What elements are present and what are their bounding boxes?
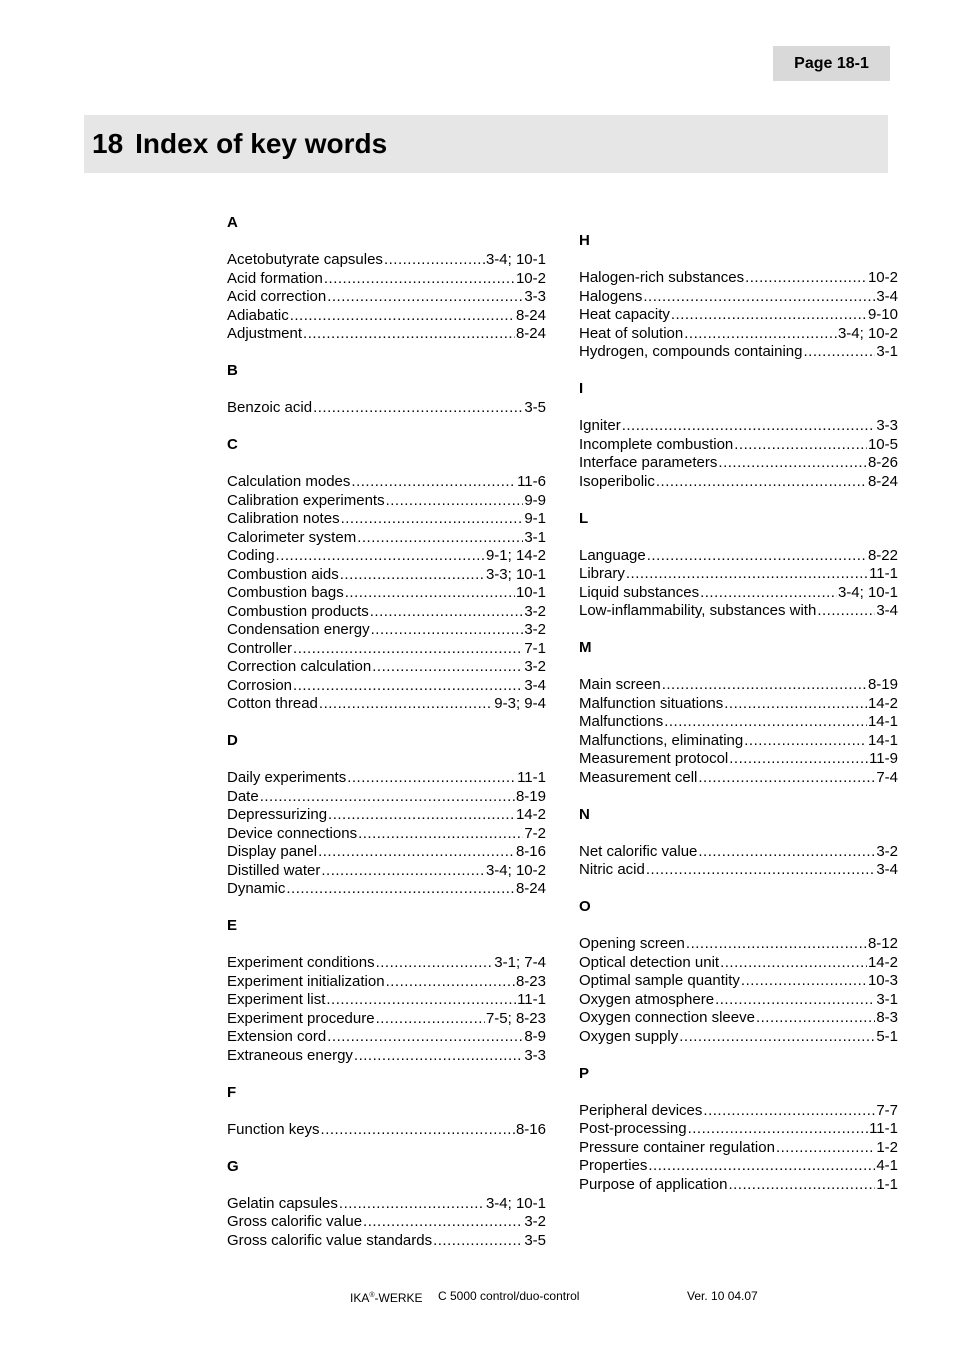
index-page-ref: 3-4; 10-2	[485, 861, 546, 879]
section-letter-m: M	[579, 639, 592, 656]
index-term: Experiment list	[227, 991, 326, 1008]
index-term: Calibration notes	[227, 510, 340, 527]
index-page-ref: 3-3	[524, 288, 546, 305]
index-page-ref: 8-26	[867, 454, 898, 471]
index-page-ref: 8-16	[515, 1120, 546, 1138]
index-entry	[227, 251, 546, 269]
index-page-ref: 14-2	[515, 806, 546, 823]
index-term: Display panel	[227, 843, 318, 860]
dot-leader	[671, 306, 867, 324]
index-entry	[579, 935, 898, 953]
index-entry	[227, 288, 546, 306]
index-entry	[227, 880, 546, 898]
page-footer	[0, 1288, 954, 1304]
index-page-ref: 3-5	[524, 1231, 546, 1249]
index-entry	[227, 640, 546, 658]
index-term: Experiment initialization	[227, 972, 385, 990]
index-term: Language	[579, 546, 646, 564]
index-page-ref: 3-4; 10-1	[837, 583, 898, 601]
dot-leader	[703, 1102, 875, 1120]
dot-leader	[622, 417, 876, 435]
index-entry	[227, 1010, 546, 1028]
index-entry	[227, 492, 546, 510]
index-page-ref: 3-1	[876, 343, 898, 360]
index-term: Controller	[227, 639, 293, 657]
index-term: Malfunctions, eliminating	[579, 731, 744, 749]
index-term: Combustion bags	[227, 584, 344, 601]
index-term: Oxygen supply	[579, 1027, 679, 1045]
index-term: Interface parameters	[579, 454, 718, 471]
index-page-ref: 3-4	[876, 287, 898, 305]
chapter-header	[84, 115, 888, 173]
dot-leader	[698, 843, 875, 861]
index-entry	[579, 713, 898, 731]
index-entry	[227, 510, 546, 528]
dot-leader	[700, 584, 837, 602]
section-letter-o: O	[579, 898, 591, 915]
index-page-ref: 7-4	[876, 768, 898, 786]
index-term: Calculation modes	[227, 473, 351, 490]
index-term: Gelatin capsules	[227, 1194, 338, 1212]
index-term: Acetobutyrate capsules	[227, 251, 383, 268]
section-letter-p: P	[579, 1064, 590, 1082]
index-entry	[227, 769, 546, 787]
dot-leader	[372, 658, 523, 676]
dot-leader	[646, 861, 875, 879]
index-page-ref: 9-1	[524, 510, 546, 527]
index-term: Calibration experiments	[227, 491, 385, 509]
index-page-ref: 9-9	[524, 491, 546, 509]
section-letter-d: D	[227, 732, 238, 749]
index-term: Measurement protocol	[579, 750, 729, 767]
index-term: Low-inflammability, substances with	[579, 602, 817, 619]
index-page-ref: 8-9	[524, 1028, 546, 1045]
index-term: Measurement cell	[579, 768, 698, 786]
index-term: Cotton thread	[227, 695, 318, 712]
index-entry	[579, 547, 898, 565]
index-term: Extension cord	[227, 1028, 327, 1045]
dot-leader	[357, 529, 523, 547]
dot-leader	[354, 1047, 523, 1065]
chapter-number: 18	[92, 128, 124, 159]
dot-leader	[745, 269, 867, 287]
section-letter-l: L	[579, 509, 589, 527]
dot-leader	[363, 1213, 523, 1231]
index-term: Corrosion	[227, 676, 293, 694]
index-term: Nitric acid	[579, 861, 645, 878]
index-term: Incomplete combustion	[579, 435, 734, 453]
section-letter-b: B	[227, 362, 238, 379]
index-page-ref: 5-1	[876, 1027, 898, 1045]
footer-model: C 5000 control/duo-control	[438, 1289, 580, 1303]
index-page-ref: 11-9	[869, 750, 898, 767]
index-term: Heat of solution	[579, 324, 684, 342]
index-entry	[227, 991, 546, 1009]
index-term: Acid correction	[227, 288, 327, 305]
index-term: Condensation energy	[227, 621, 370, 638]
index-page-ref: 11-1	[869, 565, 898, 582]
dot-leader	[648, 1157, 875, 1175]
index-term: Combustion products	[227, 602, 369, 620]
index-entry	[579, 1028, 898, 1046]
index-entry	[227, 603, 546, 621]
index-term: Adjustment	[227, 325, 303, 342]
footer-manufacturer: IKA®-WERKE	[350, 1291, 423, 1305]
index-entry	[227, 806, 546, 824]
dot-leader	[744, 732, 867, 750]
index-page-ref: 14-1	[867, 713, 898, 730]
dot-leader	[376, 1010, 485, 1028]
chapter-title	[92, 128, 387, 160]
index-entry	[579, 1176, 898, 1194]
section-letter-a: A	[227, 214, 238, 231]
index-term: Malfunction situations	[579, 694, 724, 712]
index-entry	[227, 973, 546, 991]
index-page-ref: 1-2	[876, 1138, 898, 1156]
index-page-ref: 8-24	[515, 306, 546, 324]
index-term: Net calorific value	[579, 842, 698, 860]
index-page-ref: 8-23	[515, 972, 546, 990]
index-term: Post-processing	[579, 1120, 687, 1137]
index-entry	[227, 1028, 546, 1046]
index-term: Acid formation	[227, 269, 323, 287]
index-term: Benzoic acid	[227, 399, 313, 416]
registered-mark: ®	[369, 1292, 375, 1299]
dot-leader	[293, 677, 523, 695]
dot-leader	[321, 1121, 515, 1139]
index-entry	[579, 991, 898, 1009]
index-page-ref: 11-1	[869, 1120, 898, 1137]
dot-leader	[339, 1195, 485, 1213]
index-entry	[227, 270, 546, 288]
index-term: Function keys	[227, 1120, 320, 1138]
index-page-ref: 11-6	[517, 473, 546, 490]
dot-leader	[817, 602, 875, 620]
dot-leader	[358, 825, 523, 843]
footer-version: Ver. 10 04.07	[687, 1289, 758, 1303]
index-page-ref: 11-1	[517, 991, 546, 1008]
index-entry	[579, 306, 898, 324]
dot-leader	[340, 566, 485, 584]
index-term: Library	[579, 565, 625, 582]
index-term: Igniter	[579, 417, 621, 434]
index-entry	[579, 1102, 898, 1120]
index-term: Calorimeter system	[227, 528, 357, 546]
dot-leader	[776, 1139, 875, 1157]
section-letter-n: N	[579, 805, 590, 823]
index-entry	[227, 547, 546, 565]
index-page-ref: 3-2	[524, 1213, 546, 1230]
index-page-ref: 7-5; 8-23	[485, 1009, 546, 1027]
index-entry	[579, 436, 898, 454]
dot-leader	[384, 251, 485, 269]
index-term: Coding	[227, 547, 275, 564]
index-term: Malfunctions	[579, 713, 664, 730]
index-term: Adiabatic	[227, 306, 289, 324]
index-page-ref: 3-3	[524, 1046, 546, 1064]
dot-leader	[720, 954, 867, 972]
index-entry	[579, 565, 898, 583]
index-page-ref: 3-5	[524, 399, 546, 416]
dot-leader	[345, 584, 515, 602]
index-entry	[227, 1213, 546, 1231]
index-term: Opening screen	[579, 935, 685, 952]
dot-leader	[626, 565, 868, 583]
dot-leader	[376, 954, 494, 972]
index-page-ref: 3-2	[524, 658, 546, 675]
index-term: Liquid substances	[579, 583, 700, 601]
index-page-ref: 10-5	[867, 435, 898, 453]
index-page-ref: 9-10	[867, 306, 898, 323]
index-page-ref: 9-1; 14-2	[485, 547, 546, 564]
index-entry	[579, 972, 898, 990]
dot-leader	[724, 695, 867, 713]
index-page-ref: 10-1	[515, 584, 546, 601]
page-number-badge	[773, 46, 890, 81]
dot-leader	[290, 307, 515, 325]
chapter-title-text: Index of key words	[135, 128, 388, 159]
index-page-ref: 10-2	[867, 269, 898, 286]
index-entry	[579, 473, 898, 491]
dot-leader	[321, 862, 485, 880]
index-term: Pressure container regulation	[579, 1138, 775, 1156]
dot-leader	[647, 547, 867, 565]
index-entry	[579, 325, 898, 343]
index-term: Optimal sample quantity	[579, 972, 740, 989]
index-page-ref: 8-19	[515, 787, 546, 805]
index-entry	[579, 1009, 898, 1027]
index-entry	[579, 750, 898, 768]
index-page-ref: 10-2	[515, 269, 546, 287]
dot-leader	[326, 991, 516, 1009]
index-entry	[227, 1232, 546, 1250]
index-entry	[579, 843, 898, 861]
index-term: Oxygen connection sleeve	[579, 1009, 755, 1026]
index-entry	[579, 676, 898, 694]
index-page-ref: 3-4	[876, 602, 898, 619]
index-entry	[579, 861, 898, 879]
dot-leader	[756, 1009, 875, 1027]
dot-leader	[293, 640, 523, 658]
index-entry	[227, 1195, 546, 1213]
index-entry	[227, 843, 546, 861]
section-letter-f: F	[227, 1083, 237, 1101]
index-page-ref: 9-3; 9-4	[494, 695, 546, 712]
index-page-ref: 3-2	[876, 842, 898, 860]
index-term: Dynamic	[227, 880, 286, 897]
index-entry	[579, 454, 898, 472]
dot-leader	[729, 750, 868, 768]
dot-leader	[386, 492, 524, 510]
index-page-ref: 3-4	[524, 676, 546, 694]
index-page-ref: 14-1	[867, 731, 898, 749]
dot-leader	[688, 1120, 869, 1138]
index-page-ref: 7-1	[524, 639, 546, 657]
section-letter-h: H	[579, 232, 590, 249]
dot-leader	[341, 510, 524, 528]
index-term: Extraneous energy	[227, 1046, 353, 1064]
section-letter-e: E	[227, 917, 238, 934]
dot-leader	[698, 769, 875, 787]
index-page-ref: 1-1	[876, 1175, 898, 1193]
index-entry	[227, 1047, 546, 1065]
index-entry	[579, 584, 898, 602]
dot-leader	[662, 676, 867, 694]
index-entry	[579, 732, 898, 750]
index-term: Halogens	[579, 287, 643, 305]
dot-leader	[734, 436, 867, 454]
dot-leader	[276, 547, 485, 565]
index-page-ref: 8-19	[867, 676, 898, 693]
index-term: Heat capacity	[579, 306, 670, 323]
index-page-ref: 3-4; 10-1	[485, 251, 546, 268]
dot-leader	[433, 1232, 523, 1250]
index-entry	[579, 769, 898, 787]
index-page-ref: 14-2	[867, 694, 898, 712]
index-page-ref: 8-3	[876, 1009, 898, 1026]
dot-leader	[313, 399, 523, 417]
index-page-ref: 3-1	[524, 528, 546, 546]
index-page-ref: 3-4; 10-2	[837, 324, 898, 342]
dot-leader	[260, 788, 515, 806]
index-term: Gross calorific value standards	[227, 1231, 433, 1249]
index-term: Gross calorific value	[227, 1213, 363, 1230]
dot-leader	[303, 325, 515, 343]
index-page-ref: 8-24	[867, 472, 898, 490]
dot-leader	[684, 325, 837, 343]
index-entry	[579, 343, 898, 361]
index-entry	[579, 602, 898, 620]
dot-leader	[371, 621, 524, 639]
index-page-ref: 14-2	[867, 953, 898, 971]
dot-leader	[643, 288, 875, 306]
dot-leader	[327, 288, 523, 306]
index-term: Experiment conditions	[227, 954, 375, 971]
index-page-ref: 8-22	[867, 546, 898, 564]
index-entry	[227, 473, 546, 491]
dot-leader	[327, 1028, 523, 1046]
dot-leader	[319, 695, 493, 713]
dot-leader	[347, 769, 516, 787]
index-entry	[227, 1121, 546, 1139]
dot-leader	[803, 343, 875, 361]
dot-leader	[664, 713, 867, 731]
index-term: Daily experiments	[227, 769, 347, 786]
dot-leader	[741, 972, 867, 990]
section-letter-g: G	[227, 1157, 239, 1175]
index-page-ref: 11-1	[517, 769, 546, 786]
dot-leader	[715, 991, 875, 1009]
dot-leader	[386, 973, 515, 991]
index-entry	[579, 695, 898, 713]
index-term: Purpose of application	[579, 1175, 728, 1193]
index-page-ref: 3-3	[876, 417, 898, 434]
index-entry	[579, 1139, 898, 1157]
index-entry	[227, 954, 546, 972]
dot-leader	[728, 1176, 875, 1194]
index-term: Halogen-rich substances	[579, 269, 745, 286]
dot-leader	[324, 270, 515, 288]
index-term: Oxygen atmosphere	[579, 990, 715, 1008]
index-entry	[227, 325, 546, 343]
index-entry	[227, 788, 546, 806]
index-page-ref: 3-4; 10-1	[485, 1194, 546, 1212]
index-page-ref: 7-7	[876, 1101, 898, 1119]
index-entry	[227, 677, 546, 695]
dot-leader	[370, 603, 524, 621]
index-term: Combustion aids	[227, 565, 339, 583]
index-entry	[579, 269, 898, 287]
dot-leader	[679, 1028, 875, 1046]
index-term: Optical detection unit	[579, 953, 720, 971]
index-entry	[227, 307, 546, 325]
index-entry	[579, 954, 898, 972]
index-entry	[227, 695, 546, 713]
index-term: Properties	[579, 1157, 648, 1174]
index-entry	[227, 621, 546, 639]
dot-leader	[656, 473, 867, 491]
index-entry	[579, 1157, 898, 1175]
index-page-ref: 8-24	[515, 325, 546, 342]
index-term: Hydrogen, compounds containing	[579, 343, 803, 360]
index-entry	[579, 417, 898, 435]
index-page-ref: 3-3; 10-1	[485, 565, 546, 583]
index-page-ref: 3-2	[524, 602, 546, 620]
index-term: Distilled water	[227, 861, 321, 879]
index-page-ref: 4-1	[876, 1157, 898, 1174]
index-page-ref: 3-1; 7-4	[494, 954, 546, 971]
section-letter-c: C	[227, 436, 238, 453]
index-term: Date	[227, 787, 259, 805]
index-entry	[227, 584, 546, 602]
index-term: Correction calculation	[227, 658, 372, 675]
index-term: Depressurizing	[227, 806, 328, 823]
index-entry	[579, 288, 898, 306]
index-term: Experiment procedure	[227, 1009, 375, 1027]
index-entry	[227, 862, 546, 880]
index-term: Main screen	[579, 676, 661, 693]
index-entry	[227, 399, 546, 417]
index-page-ref: 3-4	[876, 861, 898, 878]
index-page-ref: 8-24	[515, 880, 546, 897]
index-entry	[227, 529, 546, 547]
dot-leader	[286, 880, 515, 898]
index-page-ref: 3-1	[876, 990, 898, 1008]
dot-leader	[328, 806, 515, 824]
index-page-ref: 8-12	[867, 935, 898, 952]
index-entry	[579, 1120, 898, 1138]
section-letter-i: I	[579, 380, 584, 397]
page-number-label: Page 18-1	[794, 54, 869, 72]
index-entry	[227, 566, 546, 584]
index-page-ref: 10-3	[867, 972, 898, 989]
dot-leader	[351, 473, 516, 491]
index-page-ref: 3-2	[524, 621, 546, 638]
index-term: Peripheral devices	[579, 1101, 703, 1119]
index-term: Device connections	[227, 824, 358, 842]
index-entry	[227, 658, 546, 676]
index-term: Isoperibolic	[579, 472, 655, 490]
dot-leader	[686, 935, 867, 953]
index-page-ref: 7-2	[524, 824, 546, 842]
index-page-ref: 8-16	[515, 843, 546, 860]
index-entry	[227, 825, 546, 843]
dot-leader	[718, 454, 867, 472]
dot-leader	[318, 843, 515, 861]
